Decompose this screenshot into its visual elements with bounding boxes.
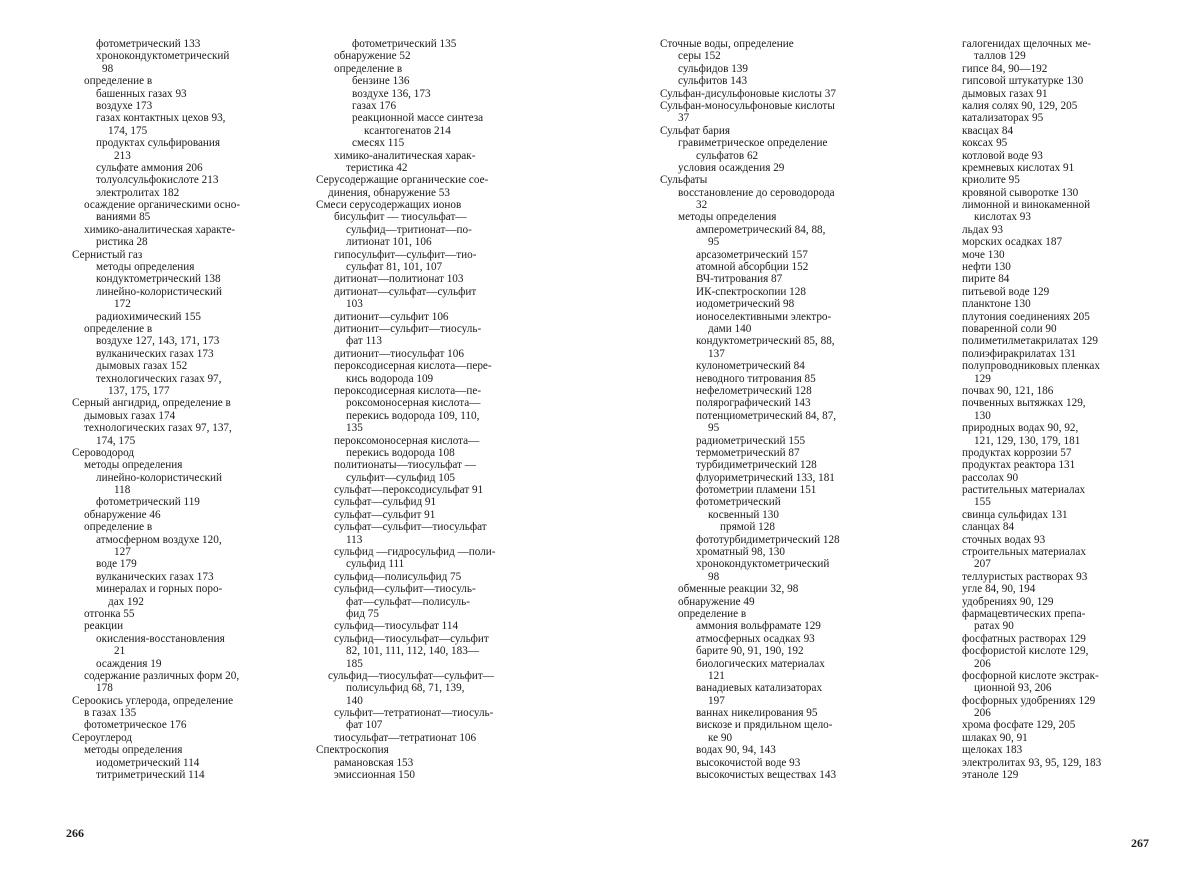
index-entry: поваренной соли 90 [962, 322, 1057, 335]
index-entry: кондуктометрический 85, 88, [696, 335, 835, 348]
index-entry: аммония вольфрамате 129 [696, 620, 821, 633]
index-entry: сульфате аммония 206 [96, 161, 203, 174]
index-entry: фотометрический 135 [352, 38, 457, 50]
index-entry: теристика 42 [346, 161, 408, 174]
index-entry: прямой 128 [720, 521, 775, 534]
index-entry: планктоне 130 [962, 298, 1031, 311]
index-entry: 121 [708, 669, 725, 682]
index-entry: воде 179 [96, 558, 137, 571]
index-entry: фосфорной кислоте экстрак- [962, 669, 1099, 682]
index-entry: продуктах коррозии 57 [962, 446, 1072, 459]
index-entry: сульфитов 143 [678, 75, 748, 88]
index-entry: почвенных вытяжках 129, [962, 397, 1086, 410]
index-entry: 103 [346, 298, 363, 311]
index-entry: технологических газах 97, 137, [84, 422, 232, 435]
index-entry: 185 [346, 657, 363, 670]
index-entry: сульфид—тиосульфат—сульфит— [328, 669, 494, 682]
index-entry: почвах 90, 121, 186 [962, 384, 1054, 397]
index-entry: обнаружение 46 [84, 508, 161, 521]
index-entry: сульфид—полисульфид 75 [334, 570, 462, 583]
index-entry: бензине 136 [352, 75, 410, 88]
index-entry: серы 152 [678, 50, 721, 63]
index-entry: бисульфит — тиосульфат— [334, 211, 467, 224]
index-entry: ванадиевых катализаторах [696, 682, 823, 695]
index-entry: пирите 84 [962, 273, 1010, 286]
index-entry: фид 75 [346, 607, 379, 620]
index-entry: эмиссионная 150 [334, 769, 415, 782]
index-entry: определение в [84, 75, 153, 88]
index-entry: полярографический 143 [696, 397, 811, 410]
index-entry: теллуристых растворах 93 [962, 570, 1088, 583]
index-entry: восстановление до сероводорода [678, 186, 835, 199]
index-entry: 207 [974, 558, 991, 571]
index-entry: Сульфат бария [660, 124, 730, 137]
index-entry: 137 [708, 347, 725, 360]
index-entry: моче 130 [962, 248, 1005, 261]
index-entry: воздухе 173 [96, 99, 153, 112]
index-entry: дитионит—сульфит 106 [334, 310, 449, 323]
index-entry: 137, 175, 177 [108, 384, 170, 397]
index-entry: 135 [346, 422, 363, 435]
index-entry: определение в [84, 322, 153, 335]
index-entry: ке 90 [708, 731, 733, 744]
index-entry: Смеси серусодержащих ионов [316, 199, 462, 212]
index-entry: фат 107 [346, 719, 383, 732]
index-entry: Сернистый газ [72, 248, 143, 261]
index-entry: линейно-колористический [96, 471, 222, 484]
index-entry: сульфид—тиосульфат 114 [334, 620, 459, 633]
index-entry: обнаружение 49 [678, 595, 755, 608]
index-entry: ИК-спектроскопии 128 [696, 285, 806, 298]
index-entry: гипсовой штукатурке 130 [962, 75, 1084, 88]
index-entry: потенциометрический 84, 87, [696, 409, 837, 422]
index-entry: тиосульфат—тетратионат 106 [334, 731, 477, 744]
index-entry: атмосферных осадках 93 [696, 632, 815, 645]
index-entry: сульфид—сульфит—тиосуль- [334, 583, 476, 596]
index-entry: газах 176 [352, 99, 397, 112]
index-entry: определение в [84, 521, 153, 534]
index-entry: обнаружение 52 [334, 50, 411, 63]
index-entry: сульфид 111 [346, 558, 405, 571]
index-entry: дитионит—сульфит—тиосуль- [334, 322, 482, 335]
index-entry: плутония соединениях 205 [962, 310, 1090, 323]
index-entry: электролитах 93, 95, 129, 183 [962, 756, 1102, 769]
index-entry: реакции [84, 620, 124, 633]
index-entry: реакционной массе синтеза [352, 112, 484, 125]
index-entry: Сульфаты [660, 174, 708, 187]
index-entry: Сульфан-дисульфоновые кислоты 37 [660, 87, 836, 100]
index-entry: методы определения [84, 459, 183, 472]
index-entry: полиэфиракрилатах 131 [962, 347, 1076, 360]
index-entry: дитионат—сульфат—сульфит [334, 285, 477, 298]
index-entry: 155 [974, 496, 991, 509]
index-entry: гравиметрическое определение [678, 137, 828, 150]
index-entry: фотометрический 133 [96, 38, 201, 50]
index-entry: лимонной и винокаменной [962, 199, 1091, 212]
index-entry: шлаках 90, 91 [962, 731, 1028, 744]
index-entry: продуктах сульфирования [96, 137, 221, 150]
index-entry: ионоселективными электро- [696, 310, 832, 323]
index-entry: вискозе и прядильном щело- [696, 719, 833, 732]
index-entry: 130 [974, 409, 991, 422]
index-entry: толуолсульфокислоте 213 [96, 174, 219, 187]
index-entry: 37 [678, 112, 690, 125]
index-entry: Серусодержащие органические сое- [316, 174, 489, 187]
index-entry: ционной 93, 206 [974, 682, 1052, 695]
index-entry: литионат 101, 106 [346, 236, 432, 249]
index-entry: титриметрический 114 [96, 769, 205, 782]
index-column-2 [316, 38, 496, 781]
index-entry: водах 90, 94, 143 [696, 744, 776, 757]
index-entry: гипосульфит—сульфит—тио- [334, 248, 477, 261]
index-entry: фат 113 [346, 335, 382, 348]
index-entry: растительных материалах [962, 484, 1086, 497]
index-entry: атомной абсорбции 152 [696, 261, 809, 274]
index-entry: строительных материалах [962, 546, 1086, 559]
index-entry: льдах 93 [962, 223, 1003, 236]
index-entry: коксах 95 [962, 137, 1008, 150]
index-entry: сульфидов 139 [678, 62, 748, 75]
index-entry: минералах и горных поро- [96, 583, 223, 596]
index-entry: вулканических газах 173 [96, 347, 214, 360]
index-entry: 213 [114, 149, 131, 162]
index-entry: свинца сульфидах 131 [962, 508, 1068, 521]
index-entry: сточных водах 93 [962, 533, 1046, 546]
index-entry: в газах 135 [84, 707, 137, 720]
index-entry: дымовых газах 152 [96, 360, 188, 373]
index-entry: 174, 175 [96, 434, 136, 447]
index-entry: удобрениях 90, 129 [962, 595, 1054, 608]
index-entry: фотометрический [696, 496, 781, 509]
index-entry: сланцах 84 [962, 521, 1015, 534]
index-entry: сульфат—пероксодисульфат 91 [334, 484, 484, 497]
index-entry: воздухе 127, 143, 171, 173 [96, 335, 220, 348]
index-entry: 174, 175 [108, 124, 148, 137]
index-entry: косвенный 130 [708, 508, 779, 521]
index-entry: осаждение органическими осно- [84, 199, 241, 212]
index-entry: осаждения 19 [96, 657, 162, 670]
index-entry: хроматный 98, 130 [696, 546, 785, 559]
index-entry: радиометрический 155 [696, 434, 806, 447]
index-entry: катализаторах 95 [962, 112, 1044, 125]
index-entry: обменные реакции 32, 98 [678, 583, 799, 596]
index-entry: 95 [708, 236, 720, 249]
index-entry: гипсе 84, 90—192 [962, 62, 1048, 75]
index-entry: пероксодисерная кислота—пере- [334, 360, 492, 373]
index-entry: неводного титрования 85 [696, 372, 816, 385]
index-entry: сульфат—сульфит—тиосульфат [334, 521, 487, 534]
index-entry: Сероводород [72, 446, 135, 459]
index-entry: фотометрический 119 [96, 496, 200, 509]
index-entry: морских осадках 187 [962, 236, 1063, 249]
index-entry: 113 [346, 533, 363, 546]
index-entry: фотометрии пламени 151 [696, 484, 817, 497]
index-entry: 21 [114, 645, 126, 658]
index-entry: кремневых кислотах 91 [962, 161, 1075, 174]
index-entry: 82, 101, 111, 112, 140, 183— [346, 645, 480, 658]
index-entry: Сточные воды, определение [660, 38, 794, 50]
index-entry: полисульфид 68, 71, 139, [346, 682, 465, 695]
index-entry: кись водорода 109 [346, 372, 434, 385]
index-entry: атмосферном воздухе 120, [96, 533, 222, 546]
index-entry: методы определения [678, 211, 777, 224]
index-entry: 98 [708, 570, 720, 583]
index-entry: сульфатов 62 [696, 149, 759, 162]
index-entry: вулканических газах 173 [96, 570, 214, 583]
index-entry: фосфорных удобрениях 129 [962, 694, 1096, 707]
index-entry: фат—сульфат—полисуль- [346, 595, 470, 608]
index-entry: высокочистой воде 93 [696, 756, 801, 769]
index-entry: дымовых газах 174 [84, 409, 176, 422]
index-entry: технологических газах 97, [96, 372, 222, 385]
index-entry: дах 192 [108, 595, 144, 608]
index-entry: сульфат 81, 101, 107 [346, 261, 443, 274]
index-entry: 127 [114, 546, 131, 559]
index-entry: перекись водорода 109, 110, [346, 409, 480, 422]
index-entry: 172 [114, 298, 131, 311]
index-entry: пероксодисерная кислота—пе- [334, 384, 482, 397]
index-entry: питьевой воде 129 [962, 285, 1050, 298]
index-entry: амперометрический 84, 88, [696, 223, 826, 236]
index-entry: ристика 28 [96, 236, 148, 249]
index-entry: дитионит—тиосульфат 106 [334, 347, 464, 360]
index-entry: газах контактных цехов 93, [96, 112, 226, 125]
index-entry: криолите 95 [962, 174, 1020, 187]
index-entry: нефелометрический 128 [696, 384, 812, 397]
index-entry: рассолах 90 [962, 471, 1019, 484]
index-entry: дами 140 [708, 322, 752, 335]
index-entry: кондуктометрический 138 [96, 273, 221, 286]
index-entry: арсазометрический 157 [696, 248, 808, 261]
index-entry: хронокондуктометрический [96, 50, 230, 63]
index-entry: природных водах 90, 92, [962, 422, 1079, 435]
index-entry: содержание различных форм 20, [84, 669, 240, 682]
index-entry: сульфат—сульфид 91 [334, 496, 437, 509]
index-entry: 206 [974, 707, 991, 720]
index-entry: пероксомоносерная кислота— [334, 434, 480, 447]
index-entry: котловой воде 93 [962, 149, 1043, 162]
index-column-4 [962, 38, 1101, 781]
index-column-1 [72, 38, 240, 781]
index-entry: дымовых газах 91 [962, 87, 1048, 100]
index-entry: барите 90, 91, 190, 192 [696, 645, 804, 658]
index-entry: 178 [96, 682, 113, 695]
index-entry: сульфид —гидросульфид —поли- [334, 546, 496, 559]
index-entry: 95 [708, 422, 720, 435]
index-entry: фотометрическое 176 [84, 719, 187, 732]
index-entry: 140 [346, 694, 363, 707]
index-entry: высокочистых веществах 143 [696, 769, 837, 782]
index-entry: методы определения [84, 744, 183, 757]
index-entry: динения, обнаружение 53 [328, 186, 450, 199]
index-entry: флуориметрический 133, 181 [696, 471, 835, 484]
index-entry: галогенидах щелочных ме- [962, 38, 1092, 50]
index-entry: ВЧ-титрования 87 [696, 273, 783, 286]
index-entry: фармацевтических препа- [962, 607, 1086, 620]
index-entry: окисления-восстановления [96, 632, 225, 645]
index-entry: полупроводниковых пленках [962, 360, 1100, 373]
index-column-3 [660, 38, 840, 781]
index-entry: 32 [696, 199, 708, 212]
index-entry: отгонка 55 [84, 607, 135, 620]
index-entry: смесях 115 [352, 137, 405, 150]
index-entry: башенных газах 93 [96, 87, 187, 100]
index-entry: сульфит—сульфид 105 [346, 471, 456, 484]
index-entry: Сероокись углерода, определение [72, 694, 234, 707]
index-entry: радиохимический 155 [96, 310, 202, 323]
index-entry: 121, 129, 130, 179, 181 [974, 434, 1081, 447]
index-entry: ратах 90 [974, 620, 1014, 633]
index-entry: электролитах 182 [96, 186, 180, 199]
index-entry: угле 84, 90, 194 [962, 583, 1036, 596]
index-entry: 98 [102, 62, 114, 75]
index-entry: продуктах реактора 131 [962, 459, 1076, 472]
index-entry: кулонометрический 84 [696, 360, 805, 373]
index-entry: перекись водорода 108 [346, 446, 455, 459]
index-entry: рамановская 153 [334, 756, 414, 769]
index-entry: 118 [114, 484, 131, 497]
index-entry: сульфат—сульфит 91 [334, 508, 436, 521]
index-entry: фосфатных растворах 129 [962, 632, 1086, 645]
index-entry: кровяной сыворотке 130 [962, 186, 1079, 199]
index-entry: политионаты—тиосульфат — [334, 459, 476, 472]
index-entry: сульфид—тритионат—по- [346, 223, 472, 236]
index-entry: иодометрический 114 [96, 756, 200, 769]
index-entry: 206 [974, 657, 991, 670]
index-entry: иодометрический 98 [696, 298, 795, 311]
index-entry: Сероуглерод [72, 731, 133, 744]
index-entry: методы определения [96, 261, 195, 274]
index-entry: кислотах 93 [974, 211, 1031, 224]
index-entry: Сульфан-моносульфоновые кислоты [660, 99, 835, 112]
index-entry: воздухе 136, 173 [352, 87, 431, 100]
index-entry: фототурбидиметрический 128 [696, 533, 840, 546]
index-entry: щелоках 183 [962, 744, 1023, 757]
page-number-right: 267 [1131, 836, 1149, 850]
index-entry: полиметилметакрилатах 129 [962, 335, 1098, 348]
index-entry: условия осаждения 29 [678, 161, 785, 174]
index-entry: турбидиметрический 128 [696, 459, 817, 472]
index-entry: ксантогенатов 214 [364, 124, 451, 137]
index-entry: роксомоносерная кислота— [346, 397, 481, 410]
index-entry: сульфит—тетратионат—тиосуль- [334, 707, 494, 720]
index-entry: термометрический 87 [696, 446, 800, 459]
index-entry: химико-аналитическая характе- [84, 223, 236, 236]
index-entry: 129 [974, 372, 991, 385]
index-entry: 197 [708, 694, 725, 707]
index-entry: Серный ангидрид, определение в [72, 397, 231, 410]
index-entry: определение в [334, 62, 403, 75]
index-entry: линейно-колористический [96, 285, 222, 298]
index-entry: определение в [678, 607, 747, 620]
index-entry: сульфид—тиосульфат—сульфит [334, 632, 489, 645]
index-entry: дитионат—политионат 103 [334, 273, 464, 286]
index-entry: химико-аналитическая харак- [334, 149, 476, 162]
index-entry: таллов 129 [974, 50, 1026, 63]
index-entry: биологических материалах [696, 657, 825, 670]
index-entry: фосфористой кислоте 129, [962, 645, 1089, 658]
index-entry: калия солях 90, 129, 205 [962, 99, 1078, 112]
index-entry: хронокондуктометрический [696, 558, 830, 571]
index-entry: хрома фосфате 129, 205 [962, 719, 1076, 732]
index-entry: ваниями 85 [96, 211, 151, 224]
index-entry: этаноле 129 [962, 769, 1019, 782]
index-entry: ваннах никелирования 95 [696, 707, 818, 720]
index-entry: квасцах 84 [962, 124, 1014, 137]
page-number-left: 266 [66, 826, 84, 840]
index-entry: Спектроскопия [316, 744, 389, 757]
index-entry: нефти 130 [962, 261, 1011, 274]
